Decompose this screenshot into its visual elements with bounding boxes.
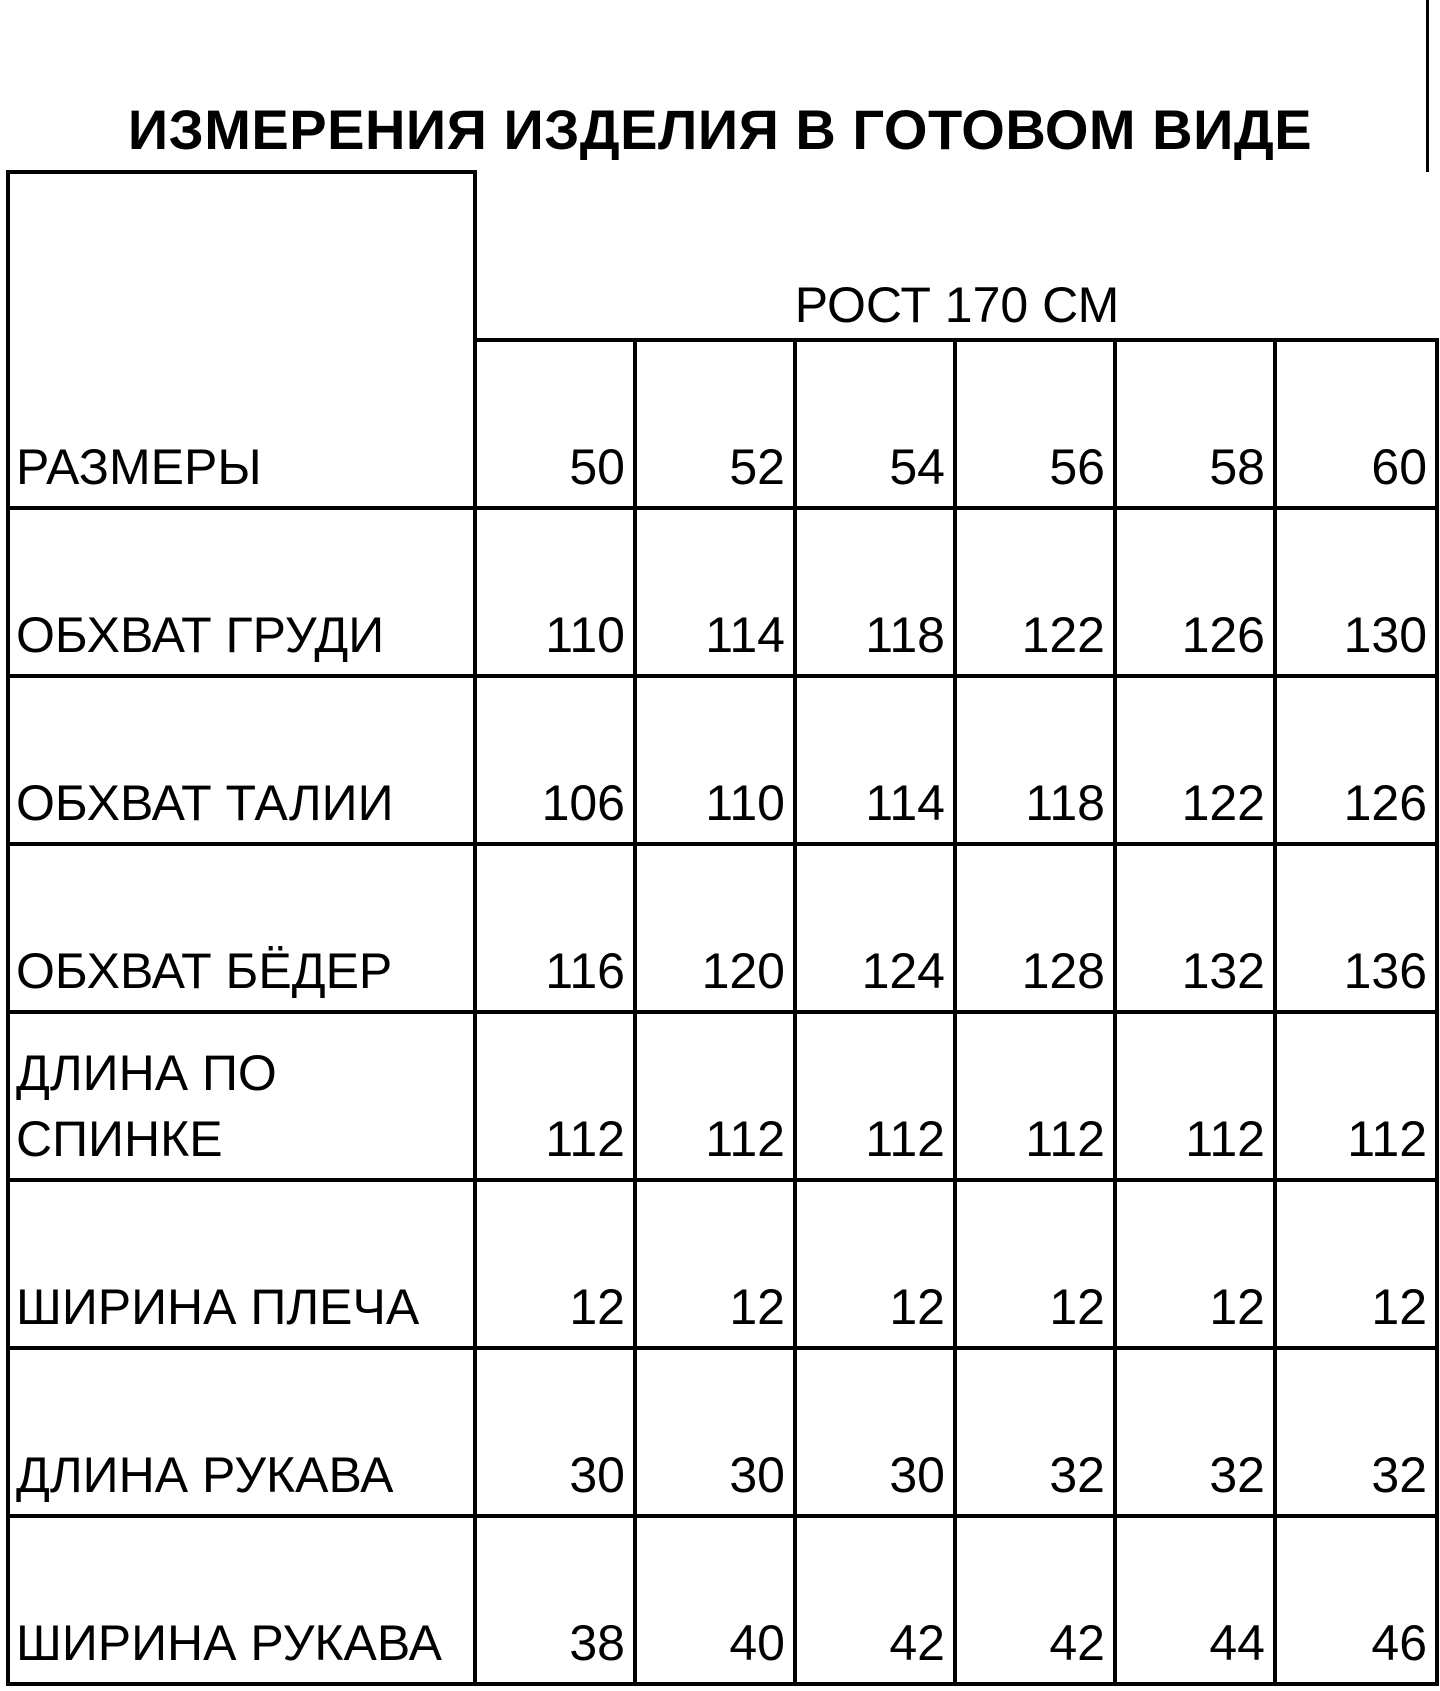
value-cell: 124 (795, 844, 955, 1012)
value-cell: 112 (635, 1012, 795, 1180)
value-cell: 112 (475, 1012, 635, 1180)
value-cell: 106 (475, 676, 635, 844)
page-title: ИЗМЕРЕНИЯ ИЗДЕЛИЯ В ГОТОВОМ ВИДЕ (127, 98, 1313, 161)
value-cell: 136 (1275, 844, 1437, 1012)
value-cell: 116 (475, 844, 635, 1012)
value-cell: 46 (1275, 1516, 1437, 1684)
value-cell: 44 (1115, 1516, 1275, 1684)
value-cell: 118 (795, 508, 955, 676)
table-row (8, 844, 1437, 1012)
row-label: ШИРИНА РУКАВА (8, 1516, 475, 1684)
value-cell: 12 (475, 1180, 635, 1348)
table-row (8, 676, 1437, 844)
table-row (8, 1516, 1437, 1684)
value-cell: 30 (635, 1348, 795, 1516)
height-header: РОСТ 170 СМ (475, 172, 1437, 340)
row-label: ОБХВАТ ТАЛИИ (8, 676, 475, 844)
size-cell: 58 (1115, 340, 1275, 508)
value-cell: 122 (1115, 676, 1275, 844)
value-cell: 110 (635, 676, 795, 844)
size-cell: 56 (955, 340, 1115, 508)
value-cell: 12 (1115, 1180, 1275, 1348)
measurements-table (6, 170, 1439, 1686)
header-row (8, 172, 1437, 340)
value-cell: 12 (795, 1180, 955, 1348)
value-cell: 118 (955, 676, 1115, 844)
value-cell: 130 (1275, 508, 1437, 676)
value-cell: 12 (955, 1180, 1115, 1348)
value-cell: 120 (635, 844, 795, 1012)
size-cell: 52 (635, 340, 795, 508)
size-cell: 60 (1275, 340, 1437, 508)
value-cell: 30 (475, 1348, 635, 1516)
value-cell: 112 (1115, 1012, 1275, 1180)
border-line (1426, 0, 1429, 172)
value-cell: 126 (1275, 676, 1437, 844)
value-cell: 32 (1115, 1348, 1275, 1516)
table-row (8, 1012, 1437, 1180)
value-cell: 30 (795, 1348, 955, 1516)
value-cell: 38 (475, 1516, 635, 1684)
row-label: ДЛИНА РУКАВА (8, 1348, 475, 1516)
value-cell: 32 (955, 1348, 1115, 1516)
value-cell: 112 (795, 1012, 955, 1180)
value-cell: 122 (955, 508, 1115, 676)
value-cell: 110 (475, 508, 635, 676)
table-row (8, 1180, 1437, 1348)
value-cell: 32 (1275, 1348, 1437, 1516)
row-label: ДЛИНА ПО СПИНКЕ (8, 1012, 475, 1180)
value-cell: 112 (955, 1012, 1115, 1180)
row-label: ШИРИНА ПЛЕЧА (8, 1180, 475, 1348)
value-cell: 132 (1115, 844, 1275, 1012)
size-row-label: РАЗМЕРЫ (8, 172, 475, 508)
size-cell: 50 (475, 340, 635, 508)
table-row (8, 1348, 1437, 1516)
size-cell: 54 (795, 340, 955, 508)
value-cell: 42 (795, 1516, 955, 1684)
value-cell: 112 (1275, 1012, 1437, 1180)
value-cell: 12 (1275, 1180, 1437, 1348)
row-label: ОБХВАТ ГРУДИ (8, 508, 475, 676)
value-cell: 114 (635, 508, 795, 676)
row-label: ОБХВАТ БЁДЕР (8, 844, 475, 1012)
value-cell: 114 (795, 676, 955, 844)
value-cell: 42 (955, 1516, 1115, 1684)
value-cell: 12 (635, 1180, 795, 1348)
value-cell: 40 (635, 1516, 795, 1684)
value-cell: 126 (1115, 508, 1275, 676)
table-row (8, 508, 1437, 676)
value-cell: 128 (955, 844, 1115, 1012)
